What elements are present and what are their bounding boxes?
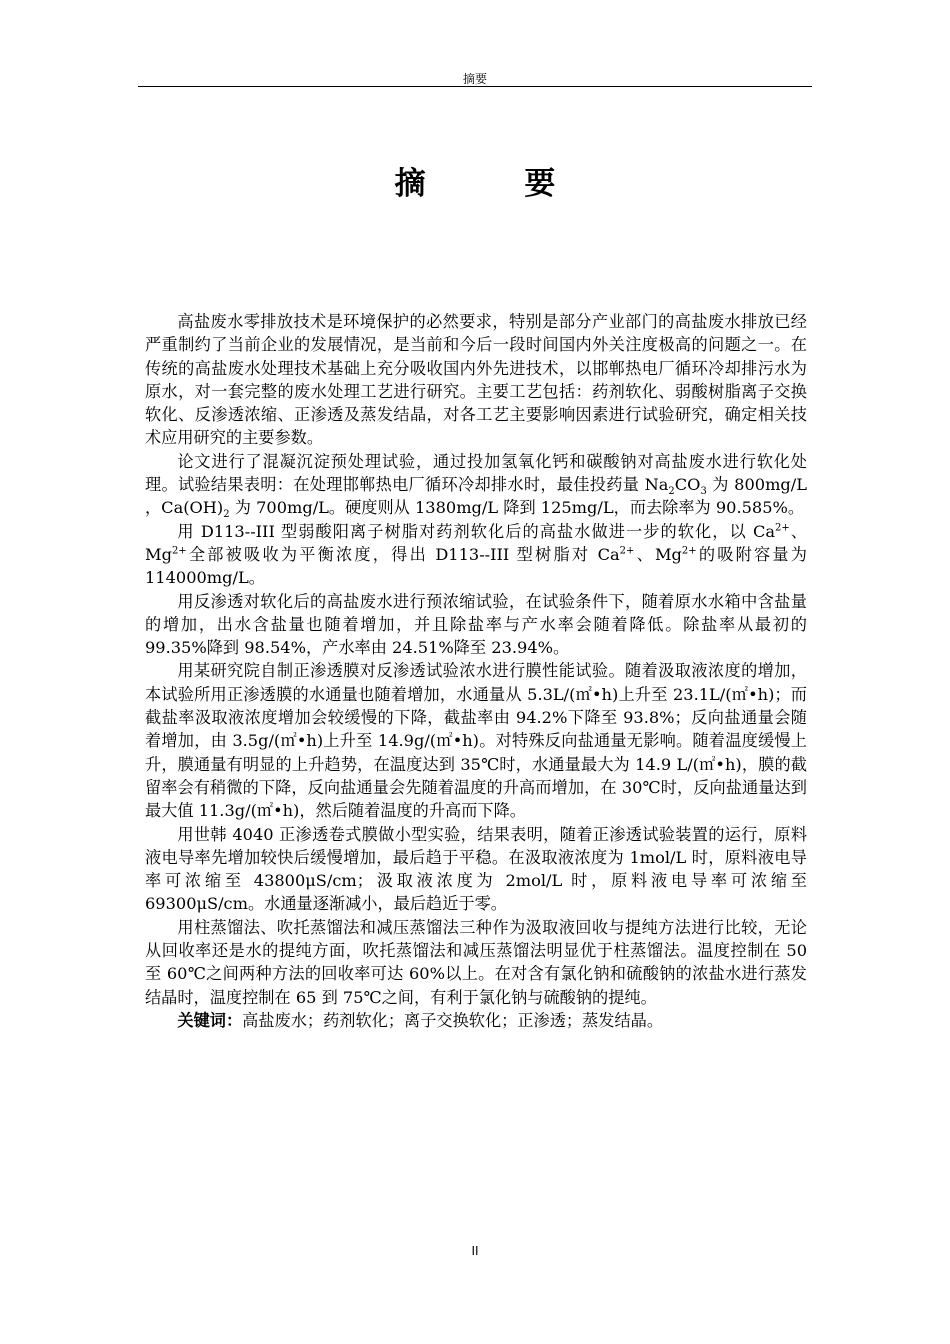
paragraph-3-text-e: 的吸附容量为 114000mg/L。 xyxy=(145,544,807,588)
subscript: 2 xyxy=(223,509,230,521)
paragraph-2-text-a: 论文进行了混凝沉淀预处理试验，通过投加氢氧化钙和碳酸钠对高盐废水进行软化处理。试验结果表明：在处理邯郸热电厂循环冷却排水时，最佳投药量 Na xyxy=(145,451,807,495)
paragraph-3-text-c: 全部被吸收为平衡浓度，得出 D113--III 型树脂对 Ca xyxy=(186,544,620,564)
paragraph-2 xyxy=(145,450,807,520)
page-number: II xyxy=(471,1244,479,1258)
abstract-body xyxy=(145,310,807,1032)
header-divider xyxy=(138,86,812,87)
superscript: 2+ xyxy=(775,522,790,534)
superscript: 2+ xyxy=(171,545,187,557)
paragraph-1: 高盐废水零排放技术是环境保护的必然要求，特别是部分产业部门的高盐废水排放已经严重制约了当前企业的发展情况，是当前和今后一段时间国内外关注度极高的问题之一。在传统的高盐废水处理技术基础上充分吸收国内外先进技术，以邯郸热电厂循环冷却排污水为原水，对一套完整的废水处理工艺进行研究。主要工艺包括：药剂软化、弱酸树脂离子交换软化、反渗透浓缩、正渗透及蒸发结晶，对各工艺主要影响因素进行试验研究，确定相关技术应用研究的主要参数。 xyxy=(145,312,807,448)
paragraph-2-text-d: 为 700mg/L。硬度则从 1380mg/L 降到 125mg/L，而去除率为 90.585%。 xyxy=(229,498,805,518)
keywords xyxy=(145,1009,807,1032)
subscript: 3 xyxy=(700,486,707,498)
paragraph-3-text-d: 、Mg xyxy=(634,544,682,564)
page-title: 摘 要 xyxy=(394,166,600,202)
paragraph-2-text-c: 为 800mg/L ，Ca(OH) xyxy=(145,475,807,518)
paragraph-6: 用世韩 4040 正渗透卷式膜做小型实验，结果表明，随着正渗透试验装置的运行，原料液电导率先增加较快后缓慢增加，最后趋于平稳。在汲取液浓度为 1mol/L 时，原料液电导率可浓缩至 43800μS/cm；汲取液浓度为 2mol/L 时，原料液电导率可浓缩至 69300μS/cm。水通量逐渐减小，最后趋近于零。 xyxy=(145,824,807,914)
paragraph-5: 用某研究院自制正渗透膜对反渗透试验浓水进行膜性能试验。随着汲取液浓度的增加，本试验所用正渗透膜的水通量也随着增加，水通量从 5.3L/(㎡•h)上升至 23.1L/(㎡•h)；而截盐率汲取液浓度增加会较缓慢的下降，截盐率由 94.2%下降至 93.8%；反向盐通量会随着增加，由 3.5g/(㎡•h)上升至 14.9g/(㎡•h)。对特殊反向盐通量无影响。随着温度缓慢上升，膜通量有明显的上升趋势，在温度达到 35℃时，水通量最大为 14.9 L/(㎡•h)，膜的截留率会有稍微的下降，反向盐通量会先随着温度的升高而增加，在 30℃时，反向盐通量达到最大值 11.3g/(㎡•h)，然后随着温度的升高而下降。 xyxy=(145,661,807,821)
paragraph-3-text-a: 用 D113--III 型弱酸阳离子树脂对药剂软化后的高盐水做进一步的软化，以 Ca xyxy=(177,521,776,541)
paragraph-3 xyxy=(145,520,807,590)
running-header: 摘要 xyxy=(462,72,487,86)
superscript: 2+ xyxy=(681,545,697,557)
paragraph-3-text-b: 、Mg xyxy=(145,521,808,564)
paragraph-4: 用反渗透对软化后的高盐废水进行预浓缩试验，在试验条件下，随着原水水箱中含盐量的增加，出水含盐量也随着增加，并且除盐率与产水率会随着降低。除盐率从最初的 99.35%降到 98.54%，产水率由 24.51%降至 23.94%。 xyxy=(145,591,807,658)
keywords-text: 高盐废水；药剂软化；离子交换软化；正渗透；蒸发结晶。 xyxy=(242,1010,664,1030)
keywords-label: 关键词： xyxy=(177,1010,243,1030)
paragraph-7: 用柱蒸馏法、吹托蒸馏法和减压蒸馏法三种作为汲取液回收与提纯方法进行比较，无论从回收率还是水的提纯方面，吹托蒸馏法和减压蒸馏法明显优于柱蒸馏法。温度控制在 50 至 60℃之间两种方法的回收率可达 60%以上。在对含有氯化钠和硫酸钠的浓盐水进行蒸发结晶时，温度控制在 65 到 75℃之间，有利于氯化钠与硫酸钠的提纯。 xyxy=(145,917,807,1007)
paragraph-2-text-b: CO xyxy=(674,475,701,495)
superscript: 2+ xyxy=(619,545,635,557)
subscript: 2 xyxy=(668,486,675,498)
